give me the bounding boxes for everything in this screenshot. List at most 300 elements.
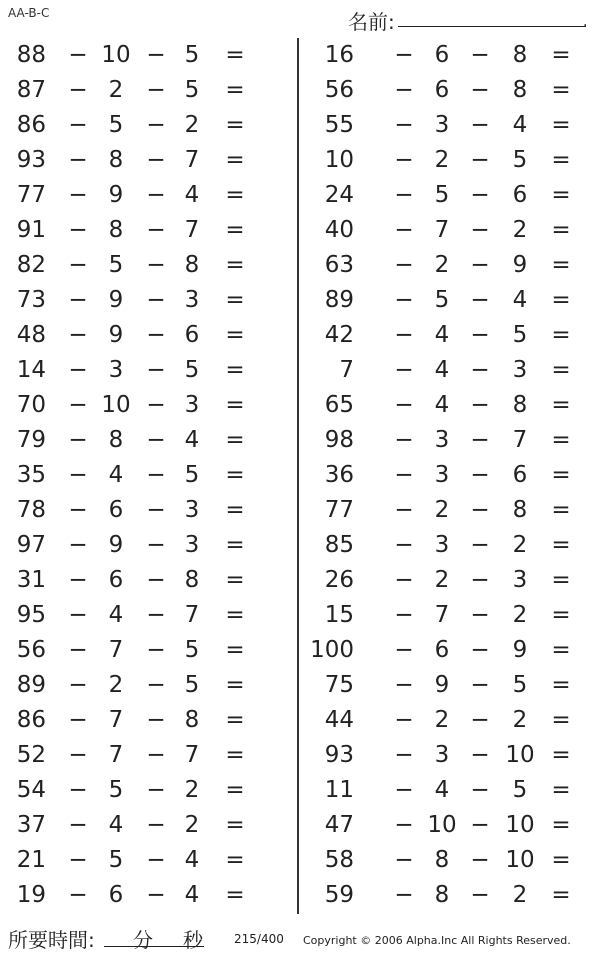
equals-sign: = (225, 497, 245, 523)
problem-row (300, 493, 600, 528)
problem-row (0, 563, 300, 598)
equals-sign: = (225, 462, 245, 488)
minus-sign: − (470, 637, 490, 663)
subtrahend-2: 5 (512, 147, 528, 173)
subtrahend-1: 2 (108, 672, 124, 698)
minuend: 73 (16, 287, 46, 313)
minuend: 85 (324, 532, 354, 558)
subtrahend-2: 5 (512, 777, 528, 803)
minus-sign: − (146, 462, 166, 488)
problem-row (300, 703, 600, 738)
minuend: 93 (324, 742, 354, 768)
subtrahend-1: 6 (434, 42, 450, 68)
equals-sign: = (551, 532, 571, 558)
minus-sign: − (470, 847, 490, 873)
subtrahend-1: 3 (434, 462, 450, 488)
subtrahend-2: 3 (184, 287, 200, 313)
subtrahend-2: 7 (184, 217, 200, 243)
minuend: 44 (324, 707, 354, 733)
minus-sign: − (394, 392, 414, 418)
subtrahend-1: 4 (108, 602, 124, 628)
minus-sign: − (394, 707, 414, 733)
subtrahend-1: 5 (434, 182, 450, 208)
problem-row (300, 353, 600, 388)
problem-row (0, 808, 300, 843)
subtrahend-2: 9 (512, 637, 528, 663)
equals-sign: = (551, 357, 571, 383)
subtrahend-2: 7 (184, 742, 200, 768)
subtrahend-1: 4 (434, 392, 450, 418)
problem-row (300, 563, 600, 598)
subtrahend-2: 8 (512, 392, 528, 418)
problem-row (0, 283, 300, 318)
problem-row (0, 248, 300, 283)
equals-sign: = (551, 777, 571, 803)
minus-sign: − (394, 427, 414, 453)
subtrahend-2: 2 (184, 777, 200, 803)
subtrahend-2: 5 (512, 322, 528, 348)
problem-row (0, 528, 300, 563)
minus-sign: − (394, 77, 414, 103)
equals-sign: = (225, 532, 245, 558)
subtrahend-1: 2 (434, 497, 450, 523)
problem-row (0, 598, 300, 633)
subtrahend-1: 3 (108, 357, 124, 383)
subtrahend-1: 5 (108, 847, 124, 873)
subtrahend-1: 7 (108, 742, 124, 768)
minuend: 86 (16, 112, 46, 138)
minus-sign: − (394, 112, 414, 138)
minuend: 58 (324, 847, 354, 873)
minuend: 77 (16, 182, 46, 208)
minus-sign: − (68, 77, 88, 103)
page-number: 215/400 (234, 932, 284, 946)
subtrahend-2: 2 (184, 112, 200, 138)
minus-sign: − (68, 742, 88, 768)
minus-sign: − (394, 322, 414, 348)
equals-sign: = (551, 602, 571, 628)
minuend: 11 (324, 777, 354, 803)
minus-sign: − (68, 287, 88, 313)
minuend: 95 (16, 602, 46, 628)
equals-sign: = (551, 812, 571, 838)
problem-row (300, 528, 600, 563)
minuend: 59 (324, 882, 354, 908)
subtrahend-2: 3 (512, 357, 528, 383)
subtrahend-1: 9 (108, 532, 124, 558)
equals-sign: = (225, 847, 245, 873)
problem-row (0, 493, 300, 528)
subtrahend-1: 8 (434, 847, 450, 873)
minus-sign: − (470, 252, 490, 278)
minuend: 97 (16, 532, 46, 558)
minus-sign: − (470, 567, 490, 593)
subtrahend-2: 6 (512, 462, 528, 488)
equals-sign: = (551, 217, 571, 243)
minus-sign: − (146, 672, 166, 698)
subtrahend-2: 2 (512, 532, 528, 558)
name-field-end: . (583, 14, 588, 30)
minus-sign: − (470, 462, 490, 488)
subtrahend-1: 6 (108, 882, 124, 908)
subtrahend-1: 4 (108, 462, 124, 488)
problem-row (300, 73, 600, 108)
equals-sign: = (225, 287, 245, 313)
subtrahend-1: 7 (434, 217, 450, 243)
minus-sign: − (146, 77, 166, 103)
problem-row (0, 318, 300, 353)
minuend: 40 (324, 217, 354, 243)
subtrahend-2: 10 (505, 812, 535, 838)
minus-sign: − (394, 497, 414, 523)
minus-sign: − (68, 532, 88, 558)
minus-sign: − (470, 742, 490, 768)
minus-sign: − (68, 882, 88, 908)
problem-row (300, 423, 600, 458)
minus-sign: − (470, 532, 490, 558)
minus-sign: − (68, 672, 88, 698)
problem-row (300, 143, 600, 178)
subtrahend-2: 8 (512, 77, 528, 103)
subtrahend-1: 4 (434, 357, 450, 383)
minuend: 54 (16, 777, 46, 803)
equals-sign: = (225, 707, 245, 733)
minuend: 56 (324, 77, 354, 103)
subtrahend-1: 8 (434, 882, 450, 908)
minus-sign: − (68, 497, 88, 523)
minuend: 47 (324, 812, 354, 838)
minus-sign: − (68, 602, 88, 628)
minus-sign: − (68, 637, 88, 663)
seconds-label: 秒 (183, 928, 203, 952)
subtrahend-2: 5 (184, 42, 200, 68)
equals-sign: = (551, 112, 571, 138)
minus-sign: − (146, 637, 166, 663)
minus-sign: − (394, 812, 414, 838)
minuend: 70 (16, 392, 46, 418)
subtrahend-1: 7 (434, 602, 450, 628)
subtrahend-2: 10 (505, 847, 535, 873)
equals-sign: = (225, 602, 245, 628)
minus-sign: − (470, 812, 490, 838)
equals-sign: = (225, 42, 245, 68)
equals-sign: = (225, 882, 245, 908)
minus-sign: − (394, 182, 414, 208)
minuend: 16 (324, 42, 354, 68)
subtrahend-1: 2 (434, 147, 450, 173)
minus-sign: − (146, 42, 166, 68)
minus-sign: − (394, 672, 414, 698)
minus-sign: − (394, 532, 414, 558)
equals-sign: = (225, 742, 245, 768)
problem-row (0, 633, 300, 668)
subtrahend-1: 9 (434, 672, 450, 698)
subtrahend-2: 2 (512, 217, 528, 243)
subtrahend-2: 6 (184, 322, 200, 348)
subtrahend-1: 6 (108, 567, 124, 593)
minus-sign: − (470, 77, 490, 103)
problem-row (0, 108, 300, 143)
equals-sign: = (225, 567, 245, 593)
minus-sign: − (146, 287, 166, 313)
minuend: 52 (16, 742, 46, 768)
minus-sign: − (68, 322, 88, 348)
minuend: 77 (324, 497, 354, 523)
minus-sign: − (68, 462, 88, 488)
minus-sign: − (68, 812, 88, 838)
problem-row (0, 423, 300, 458)
subtrahend-1: 2 (108, 77, 124, 103)
equals-sign: = (551, 567, 571, 593)
subtrahend-2: 9 (512, 252, 528, 278)
subtrahend-1: 4 (108, 812, 124, 838)
minus-sign: − (470, 672, 490, 698)
problem-row (300, 738, 600, 773)
subtrahend-2: 3 (184, 497, 200, 523)
minuend: 48 (16, 322, 46, 348)
minuend: 14 (16, 357, 46, 383)
problem-row (300, 773, 600, 808)
subtrahend-2: 7 (184, 602, 200, 628)
problem-row (300, 668, 600, 703)
minus-sign: − (394, 217, 414, 243)
equals-sign: = (551, 497, 571, 523)
equals-sign: = (551, 847, 571, 873)
minus-sign: − (470, 217, 490, 243)
subtrahend-1: 10 (101, 42, 131, 68)
problem-row (0, 38, 300, 73)
subtrahend-1: 6 (108, 497, 124, 523)
subtrahend-2: 5 (184, 77, 200, 103)
problem-row (300, 283, 600, 318)
minus-sign: − (146, 112, 166, 138)
minus-sign: − (394, 42, 414, 68)
subtrahend-2: 3 (184, 392, 200, 418)
minus-sign: − (146, 217, 166, 243)
time-required-label: 所要時間: (8, 928, 95, 952)
subtrahend-2: 3 (184, 532, 200, 558)
subtrahend-2: 7 (512, 427, 528, 453)
minus-sign: − (146, 392, 166, 418)
subtrahend-2: 8 (184, 707, 200, 733)
name-field-line[interactable] (398, 26, 586, 27)
subtrahend-1: 9 (108, 322, 124, 348)
equals-sign: = (551, 322, 571, 348)
minuend: 15 (324, 602, 354, 628)
minus-sign: − (470, 112, 490, 138)
problem-row (300, 808, 600, 843)
minus-sign: − (470, 182, 490, 208)
equals-sign: = (551, 742, 571, 768)
equals-sign: = (225, 322, 245, 348)
minus-sign: − (146, 847, 166, 873)
minus-sign: − (146, 602, 166, 628)
minuend: 89 (16, 672, 46, 698)
minuend: 24 (324, 182, 354, 208)
problem-row (0, 738, 300, 773)
minuend: 31 (16, 567, 46, 593)
minuend: 35 (16, 462, 46, 488)
subtrahend-1: 6 (434, 637, 450, 663)
minus-sign: − (68, 567, 88, 593)
minuend: 98 (324, 427, 354, 453)
problem-row (300, 248, 600, 283)
subtrahend-1: 8 (108, 217, 124, 243)
equals-sign: = (551, 252, 571, 278)
problem-row (300, 108, 600, 143)
subtrahend-2: 2 (184, 812, 200, 838)
minus-sign: − (146, 777, 166, 803)
problem-row (0, 458, 300, 493)
problem-row (300, 388, 600, 423)
equals-sign: = (225, 217, 245, 243)
minus-sign: − (68, 777, 88, 803)
subtrahend-2: 8 (184, 252, 200, 278)
problem-row (0, 703, 300, 738)
problem-row (0, 878, 300, 913)
equals-sign: = (225, 392, 245, 418)
problem-row (300, 178, 600, 213)
equals-sign: = (551, 182, 571, 208)
minus-sign: − (394, 462, 414, 488)
minus-sign: − (146, 882, 166, 908)
minus-sign: − (146, 427, 166, 453)
minus-sign: − (68, 147, 88, 173)
minus-sign: − (68, 392, 88, 418)
equals-sign: = (551, 707, 571, 733)
minus-sign: − (146, 182, 166, 208)
equals-sign: = (225, 147, 245, 173)
problem-row (0, 213, 300, 248)
minuend: 87 (16, 77, 46, 103)
subtrahend-1: 2 (434, 567, 450, 593)
minuend: 10 (324, 147, 354, 173)
minus-sign: − (470, 602, 490, 628)
minus-sign: − (68, 357, 88, 383)
problem-row (300, 458, 600, 493)
subtrahend-2: 5 (512, 672, 528, 698)
subtrahend-2: 5 (184, 637, 200, 663)
minuend: 89 (324, 287, 354, 313)
equals-sign: = (225, 777, 245, 803)
minuend: 56 (16, 637, 46, 663)
subtrahend-2: 6 (512, 182, 528, 208)
problem-row (0, 843, 300, 878)
left-problem-column (0, 38, 300, 913)
minus-sign: − (470, 392, 490, 418)
equals-sign: = (551, 637, 571, 663)
minus-sign: − (394, 847, 414, 873)
minus-sign: − (394, 147, 414, 173)
subtrahend-1: 5 (108, 112, 124, 138)
minuend: 100 (310, 637, 354, 663)
subtrahend-1: 10 (427, 812, 457, 838)
subtrahend-1: 4 (434, 322, 450, 348)
minus-sign: − (68, 707, 88, 733)
subtrahend-1: 3 (434, 742, 450, 768)
minuend: 19 (16, 882, 46, 908)
problem-row (0, 668, 300, 703)
minuend: 37 (16, 812, 46, 838)
minus-sign: − (146, 812, 166, 838)
subtrahend-1: 4 (434, 777, 450, 803)
subtrahend-1: 9 (108, 182, 124, 208)
equals-sign: = (225, 182, 245, 208)
minus-sign: − (470, 42, 490, 68)
minus-sign: − (146, 322, 166, 348)
subtrahend-2: 4 (184, 847, 200, 873)
minus-sign: − (470, 322, 490, 348)
minus-sign: − (146, 707, 166, 733)
minuend: 7 (339, 357, 354, 383)
subtrahend-1: 3 (434, 427, 450, 453)
subtrahend-1: 7 (108, 637, 124, 663)
minus-sign: − (394, 287, 414, 313)
problem-row (300, 38, 600, 73)
minus-sign: − (146, 497, 166, 523)
minutes-label: 分 (133, 928, 153, 952)
equals-sign: = (225, 427, 245, 453)
problem-row (300, 598, 600, 633)
subtrahend-1: 8 (108, 427, 124, 453)
equals-sign: = (225, 637, 245, 663)
minuend: 26 (324, 567, 354, 593)
subtrahend-2: 8 (184, 567, 200, 593)
minuend: 79 (16, 427, 46, 453)
minus-sign: − (394, 602, 414, 628)
problem-row (300, 633, 600, 668)
minus-sign: − (68, 427, 88, 453)
minuend: 86 (16, 707, 46, 733)
minuend: 93 (16, 147, 46, 173)
problem-row (300, 213, 600, 248)
right-problem-column (300, 38, 600, 913)
minus-sign: − (470, 777, 490, 803)
minus-sign: − (470, 707, 490, 733)
minuend: 78 (16, 497, 46, 523)
minus-sign: − (394, 357, 414, 383)
subtrahend-1: 3 (434, 532, 450, 558)
minus-sign: − (146, 742, 166, 768)
subtrahend-2: 2 (512, 602, 528, 628)
subtrahend-2: 3 (512, 567, 528, 593)
problem-row (300, 878, 600, 913)
equals-sign: = (551, 672, 571, 698)
minus-sign: − (470, 357, 490, 383)
minus-sign: − (470, 882, 490, 908)
subtrahend-1: 5 (108, 252, 124, 278)
subtrahend-2: 5 (184, 357, 200, 383)
minus-sign: − (146, 252, 166, 278)
minus-sign: − (146, 567, 166, 593)
equals-sign: = (551, 77, 571, 103)
minus-sign: − (68, 217, 88, 243)
minus-sign: − (394, 252, 414, 278)
subtrahend-1: 7 (108, 707, 124, 733)
minuend: 82 (16, 252, 46, 278)
subtrahend-1: 6 (434, 77, 450, 103)
problem-row (0, 73, 300, 108)
subtrahend-1: 9 (108, 287, 124, 313)
worksheet-code: AA-B-C (8, 6, 50, 20)
minus-sign: − (470, 497, 490, 523)
problem-row (0, 773, 300, 808)
copyright-notice: Copyright © 2006 Alpha.Inc All Rights Reserved. (303, 934, 571, 947)
subtrahend-1: 10 (101, 392, 131, 418)
equals-sign: = (551, 392, 571, 418)
subtrahend-1: 5 (434, 287, 450, 313)
problem-row (300, 843, 600, 878)
